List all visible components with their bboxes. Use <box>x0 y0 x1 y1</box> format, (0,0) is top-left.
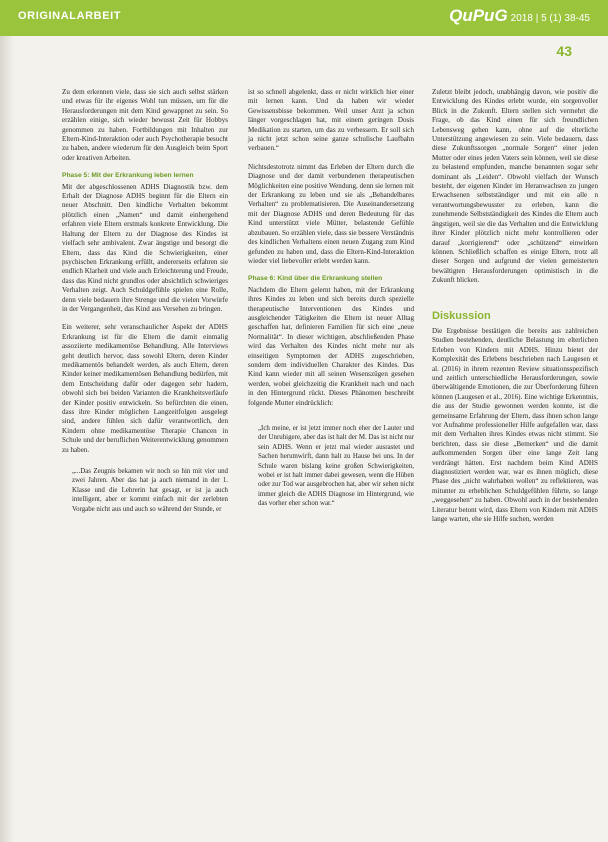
col2-paragraph-3: Nachdem die Eltern gelernt haben, mit der Erkrankung ihres Kindes zu leben und sich bereits durch spezielle therapeutische Interventionen des Kindes und ausgleichender Tätigkeiten die Eltern ist neuer Alltag geschaffen hat, definieren Familien für sich eine „neue Normalität“. In dieser wichtigen, abschließenden Phase wird das Verhalten des Kindes nicht mehr nur als einseitigen Symptomen der ADHS zugeschrieben, sondern dem individuellen Charakter des Kindes. Das Kind kann wieder mit all seinen Wesenszügen gesehen werden, wobei gleichzeitig die Krankheit nach und nach in den Hintergrund rückt. Dieses Phänomen beschreibt folgende Mutter eindrücklich: <box>248 285 414 407</box>
col2-quote: „Ich meine, er ist jetzt immer noch eher der Lauter und der Unruhigere, aber das ist halt der M. Das ist nicht nur sein ADHS. Wenn er jetzt mal wieder ausrastet und Sachen herumwirft, dann halt zu Hause bei uns. In der Schule waren bislang keine großen Schwierigkeiten, wobei er ist halt immer dabei gewesen, wenn die Hüben oder zur Tod war ausgebrochen hat, aber wir sehen nicht immer gleich die ADHS Diagnose im Hintergrund, wie das vorher eher schon war.“ <box>258 425 414 508</box>
col1-paragraph-2: Mit der abgeschlossenen ADHS Diagnostik bzw. dem Erhalt der Diagnose ADHS beginnt für die Eltern ein neuer Abschnitt. Den kindliche Verhalten bekommt plötzlich einen „Namen“ und damit einhergehend erfahren viele Eltern erstmals konkrete Entwicklung. Die Haltung der Eltern zu der Diagnose des Kindes ist vielfach sehr ambivalent. Zwar ängstige und besorgt die Eltern, dass das Kind die Schwierigkeiten, einer psychischen Erkrankung erfüllt, andererseits erfahren sie endlich Klarheit und viele auch Erleichterung und Freude, dass das Kind nicht grundlos oder absichtlich schwieriges Verhalten zeigt. Auch Schuldgefühle spielen eine Rolle, denn viele bedauern ihre Strenge und die vielen Vorwürfe in der Vergangenheit, das Kind aus Versehen zu bringen. <box>62 182 228 313</box>
col2-paragraph-2: Nichtsdestotrotz nimmt das Erleben der Eltern durch die Diagnose und der damit verbundenen therapeutischen Möglichkeiten eine positive Wendung, denn sie lernen mit der Erkrankung zu leben und sie als „Behandelbares Verhalten“ zu problematisieren. Die Auseinandersetzung mit der Diagnose ADHS und deren Bedeutung für das Kind unterstützt viele Mütter, belastende Gefühle abzubauen. So erzählen viele, dass sie bessere Verständnis des kindlichen Verhaltens einen neuen Zugang zum Kind gefunden zu haben und, dass die Eltern-Kind-Interaktion wieder viel liebevoller erlebt werden kann. <box>248 162 414 265</box>
section-heading-diskussion: Diskussion <box>432 309 491 322</box>
col1-paragraph-3: Ein weiterer, sehr veranschaulicher Aspekt der ADHS Erkrankung ist für die Eltern die damit einmalig assoziierte medikamentöse Behandlung. Alle Interviews geht deutlich hervor, dass sowohl Eltern, deren Kinder medikamentös behandelt werden, als auch Eltern, deren Kinder keiner medikamentösen Behandlung bedürfen, mit dem Entscheidung dafür oder dagegen sehr hadern, obwohl sich bei beiden Varianten die Krankheitsverläufe der Kinder positiv entwickeln. So befürchten die einen, dass ihre Kinder möglichen Langzeitfolgen ausgelegt sind, andere fühlen sich dafür verantwortlich, den Kindern ohne medikamentöse Therapie Chancen in Schule und der beruflichen Weiterentwicklung genommen zu haben. <box>62 323 228 454</box>
journal-logo <box>449 6 590 26</box>
column-1 <box>62 88 228 520</box>
page-binding-shadow <box>0 0 14 842</box>
column-2 <box>248 88 414 509</box>
col1-quote: „...Das Zeugnis bekamen wir noch so hin mit vier und zwei Jahren. Aber das hat ja auch niemand in der 1. Klasse und die Lehrerin hat gesagt, er ist ja auch intelligent, aber er kommt einfach mit der zerlebten Vorgabe nicht aus und auch so während der Stunde, er <box>72 468 228 513</box>
col3-paragraph-1: Zuletzt bleibt jedoch, unabhängig davon, wie positiv die Entwicklung des Kindes erlebt wurde, ein sorgenvoller Blick in die Zukunft. Eltern stellen sich vermehrt die Frage, ob das Kind einen für sich freundlichen Lebensweg gehen kann, ohne auf die elterliche Unterstützung angewiesen zu sein. Viele bedauern, dass diese Zukunftssorgen „normale Sorgen“ einer jeden Mutter oder eines jeden Vaters sein können, weil sie diese zu belastend empfunden, manche benannten sogar sehr dominant als „Leiden“. Obwohl vielfach der Wunsch besteht, der eigenen Kinder im Heranwachsen zu jungen Erwachsenen selbstständiger und mit ein alle n verantwortungsbewusster zu erleben, kann die zunehmende Selbstständigkeit des Kindes die Eltern auch ängstigen, weil sie die das Verhalten und die Entwicklung ihrer Kinder plötzlich nicht mehr kontrollieren oder darauf „korrigierend“ oder „schützend“ einwirken können. Schließlich schaffen es einige Eltern, trotz all dieser Sorgen und aufgrund der vielen gemeisterten bewältigten Herausforderungen optimistisch in die Zukunft blicken. <box>432 88 598 285</box>
page-number: 43 <box>556 43 572 59</box>
col2-paragraph-1: ist so schnell abgelenkt, dass er nicht wirklich hier einer mit lernen kann. Und da haben wir wieder Gewissensbisse bekommen. Weil unser Arzt ja schon länger vorgeschlagen hat, mit einem geringen Dosis Medikation zu starten, um das zu verbessern. Er soll sich ja nicht jetzt schon seine ganze schulische Laufbahn verbauen.“ <box>248 88 414 153</box>
column-3 <box>432 88 598 524</box>
logo-text: QuPuG <box>449 6 508 25</box>
col1-heading-phase-5: Phase 5: Mit der Erkrankung leben lernen <box>62 172 194 180</box>
journal-citation: 2018 | 5 (1) 38-45 <box>510 13 590 24</box>
col2-heading-phase-6: Phase 6: Kind über die Erkrankung stellen <box>248 275 383 283</box>
col1-paragraph-1: Zu dem erkennen viele, dass sie sich auch selbst stärken und etwas für ihr eigenes Wohl tun müssen, um für die Herausforderungen mit dem Kind gewappnet zu sein. So erzählen einige, sich wieder bewusst Zeit für Hobbys genommen zu haben. Fortbildungen mit Inhalten zur Eltern-Kind-Interaktion oder auch Psychotherapie besucht zu haben, andere wiederum für den Ausgleich beim Sport oder kreativen Arbeiten. <box>62 88 228 162</box>
header-band <box>0 0 608 36</box>
section-label: ORIGINALARBEIT <box>18 10 122 22</box>
col3-paragraph-2: Die Ergebnisse bestätigen die bereits aus zahlreichen Studien bestehenden, deutliche Belastung im elterlichen Erleben von Kindern mit ADHS. Hinzu bietet der Komplexität des Erlebens beschrieben nach Laugesen et al. (2016) in ihrem rezenten Review situationsspezifisch und zeitlich unterschiedliche Herausforderungen, sowie überwältigende Emotionen, die zur Überforderung führen können (Laugesen et al., 2016). Eine wichtige Erkenntnis, die aus der Studie gewonnen werden konnte, ist die gemeinsame Erfahrung der Eltern, dass ihnen schon lange vor Aufnahme professioneller Hilfe aufgefallen war, dass mit dem Verhalten ihres Kindes etwas nicht stimmt. Sie berichten, dass sie diese „Bemerken“ und die damit aufkommenden Sorgen über eine lange Zeit lang verdrängt hätten. Erst nachdem beim Kind ADHS diagnostiziert werden war, war es ihnen möglich, diese Phase des „nicht wahrhaben wollen“ zu reflektieren, was mitunter zu erheblichen Schuldgefühlen führte, so lange „weggesehen“ zu haben. Obwohl auch in der bestehenden Literatur betont wird, dass Eltern von Kindern mit ADHS lange warten, ehe sie Hilfe suchen, werden <box>432 326 598 524</box>
